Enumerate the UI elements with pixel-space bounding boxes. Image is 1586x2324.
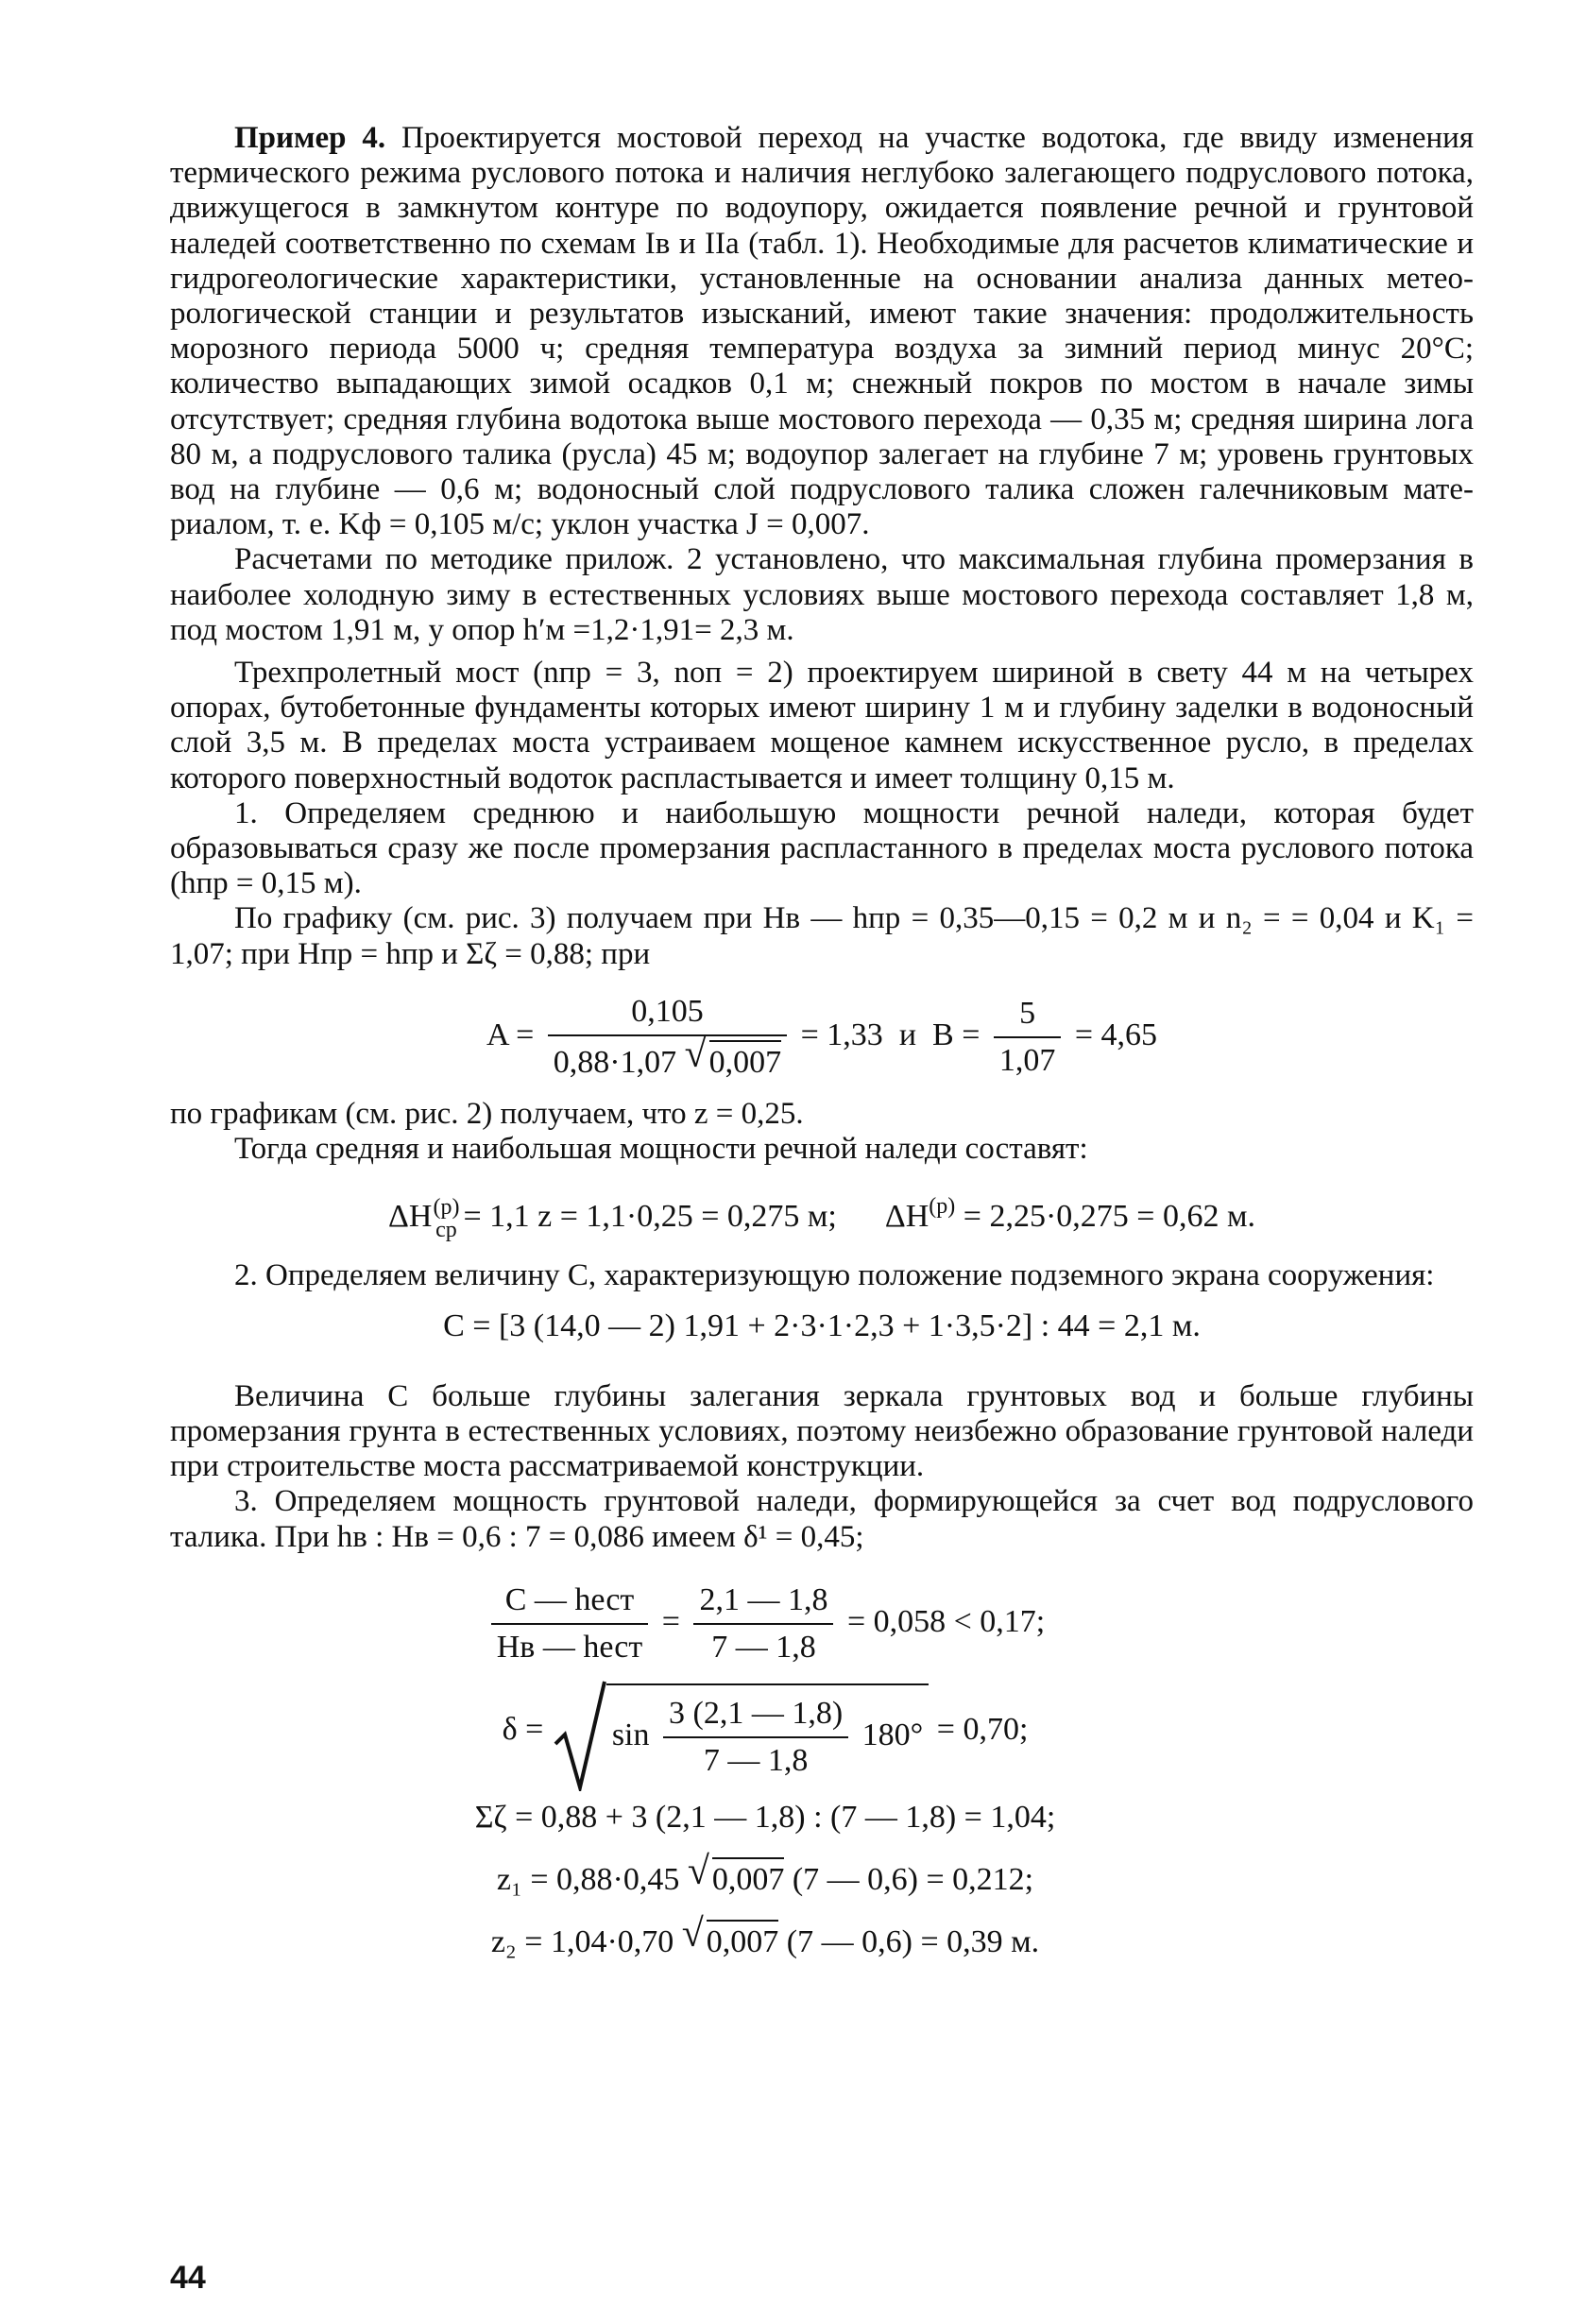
formula-delta: [57, 1683, 1474, 1780]
dh-right-expression: = 2,25·0,275 = 0,62 м.: [963, 1199, 1255, 1235]
example-text: Проектируется мостовой переход на участке водотока, где ввиду изменения термического режима руслового потока и наличия неглубоко залегающего подруслового потока, движущегося в замкнутом контуре по водоупору, ожидается появление речной и грунтовой наледей соответственно по схемам Iв и IIа (табл. 1). Необходимые для расчетов климатические и гидрогеологические характеристики, установленные на основании анализа данных метеорологической станции и результатов изысканий, имеют такие значения: продолжительность морозного периода 5000 ч; средняя температура воздуха за зимний период минус 20°С; количество выпадающих зимой осадков 0,1 м; снежный покров по мостом в начале зимы отсутствует; средняя глубина водотока выше мостового перехода — 0,35 м; средняя ширина лога 80 м, а подруслового талика (русла) 45 м; водоупор залегает на глубине 7 м; уровень грунтовых вод на глубине — 0,6 м; водоносный слой подруслового талика сложен галечниковым материалом, т. е. Kф = 0,105 м/с; уклон участка J = 0,007.: [170, 121, 1475, 542]
z1-prefix: z₁ = 0,88·0,45: [496, 1861, 680, 1897]
dh-left-superscript: (р): [433, 1195, 460, 1221]
formula-ratio: [57, 1581, 1474, 1666]
formula-a-b: [170, 993, 1474, 1078]
example-paragraph: [170, 121, 1474, 542]
dh-left-expression: = 1,1 z = 1,1·0,25 = 0,275 м;: [463, 1199, 837, 1235]
z2-prefix: z₂ = 1,04·0,70: [490, 1923, 674, 1959]
dh-right-symbol: ΔH: [884, 1199, 929, 1235]
ratio-result: = 0,058 < 0,17;: [846, 1603, 1046, 1639]
page-number: 44: [170, 2260, 206, 2296]
greater-paragraph: Величина C больше глубины залегания зеркала грунтовых вод и больше глубины промерзания грунта в естественных условиях, поэтому неизбежно образование грунтовой наледи при строительстве моста рассматриваемой конструкции.: [170, 1378, 1474, 1484]
formula-b-fraction: [994, 995, 1062, 1080]
calc-paragraph: Расчетами по методике прилож. 2 установлено, что максимальная глубина промерзания в наиболее холодную зиму в естественных условиях выше мостового перехода составляет 1,8 м, под мостом 1,91 м, у опор h′м =1,2·1,91= 2,3 м.: [170, 542, 1474, 647]
formula-conjunction: и: [898, 1017, 917, 1052]
formula-a-result: = 1,33: [800, 1017, 883, 1052]
example-heading: Пример 4.: [234, 121, 386, 155]
formula-dh: [170, 1188, 1474, 1241]
sqrt-radical: [552, 1683, 929, 1780]
bridge-paragraph: Трехпролетный мост (nпр = 3, nоп = 2) проектируем шириной в свету 44 м на четырех опорах, бутобетонные фундаменты которых имеют ширину 1 м и глубину заделки в водоносный слой 3,5 м. В пределах моста устраиваем мощеное камнем искусственное русло, в пределах которого поверхностный водоток распластывается и имеет толщину 0,15 м.: [170, 656, 1474, 795]
z2-radicand: 0,007: [707, 1920, 779, 1961]
formula-a-denominator: [548, 1032, 787, 1082]
formula-a-lhs: A =: [486, 1017, 535, 1052]
formula-b-denominator: 1,07: [998, 1042, 1056, 1078]
dh-left-subscript: ср: [435, 1218, 457, 1243]
formula-a-den-factor: 0,88·1,07: [553, 1044, 677, 1080]
ratio-numerator-2: 2,1 — 1,8: [693, 1581, 833, 1625]
step1-paragraph: 1. Определяем среднюю и наибольшую мощности речной наледи, которая будет образовываться сразу же после промерзания распластанного в пределах моста руслового потока (hпр = 0,15 м).: [170, 795, 1474, 901]
ratio-fraction-2: [693, 1581, 833, 1666]
formula-sum: Σζ = 0,88 + 3 (2,1 — 1,8) : (7 — 1,8) = 1,04;: [474, 1799, 1056, 1835]
dh-right-superscript: (р): [929, 1194, 956, 1220]
formula-b-result: = 4,65: [1074, 1017, 1158, 1052]
sqrt-radical: √ 0,007: [687, 1849, 785, 1897]
then-paragraph: Тогда средняя и наибольшая мощности речной наледи составят:: [234, 1132, 1088, 1167]
dh-left-indices: [433, 1196, 459, 1241]
ratio-numerator-1: C — hест: [491, 1581, 649, 1625]
ratio-denominator-1: Hв — hест: [496, 1629, 643, 1665]
dh-left-symbol: ΔH: [388, 1199, 433, 1235]
step3-paragraph: 3. Определяем мощность грунтовой наледи, формирующейся за счет вод подруслового талика. При hв : Hв = 0,6 : 7 = 0,086 имеем δ¹ = 0,45;: [170, 1484, 1474, 1554]
page-body: [170, 121, 1474, 1961]
delta-sin: sin: [611, 1717, 650, 1752]
ratio-denominator-2: 7 — 1,8: [711, 1629, 816, 1665]
sqrt-radical: √ 0,007: [681, 1911, 779, 1959]
fig2-paragraph: по графикам (см. рис. 2) получаем, что z = 0,25.: [170, 1096, 804, 1131]
ratio-fraction-1: [491, 1581, 649, 1666]
delta-fraction: [663, 1695, 848, 1780]
delta-radicand: [606, 1683, 929, 1780]
formula-z1: [57, 1849, 1474, 1899]
formula-a-fraction: [548, 993, 787, 1082]
z2-suffix: (7 — 0,6) = 0,39 м.: [786, 1923, 1040, 1959]
sqrt-radical: √ 0,007: [684, 1032, 782, 1080]
formula-a-numerator: 0,105: [548, 993, 787, 1036]
formula-a-radicand: 0,007: [709, 1040, 782, 1082]
delta-degrees: 180°: [861, 1717, 924, 1752]
formula-b-lhs: B =: [932, 1017, 981, 1052]
step2-paragraph: 2. Определяем величину C, характеризующую положение подземного экрана сооружения:: [234, 1258, 1435, 1293]
graph-paragraph: По графику (см. рис. 3) получаем при Hв — hпр = 0,35—0,15 = 0,2 м и n₂ = = 0,04 и K₁ = 1,07; при Hпр = hпр и Σζ = 0,88; при: [170, 901, 1474, 971]
delta-numerator: 3 (2,1 — 1,8): [663, 1695, 848, 1738]
delta-denominator: 7 — 1,8: [703, 1742, 809, 1778]
z1-suffix: (7 — 0,6) = 0,212;: [792, 1861, 1034, 1897]
delta-lhs: δ =: [502, 1711, 544, 1747]
formula-c: C = [3 (14,0 — 2) 1,91 + 2·3·1·2,3 + 1·3,5·2] : 44 = 2,1 м.: [443, 1307, 1201, 1343]
delta-result: = 0,70;: [936, 1711, 1029, 1747]
z1-radicand: 0,007: [712, 1857, 785, 1899]
ratio-equals: =: [661, 1603, 680, 1639]
formula-b-numerator: 5: [994, 995, 1062, 1038]
formula-z2: [57, 1911, 1474, 1961]
